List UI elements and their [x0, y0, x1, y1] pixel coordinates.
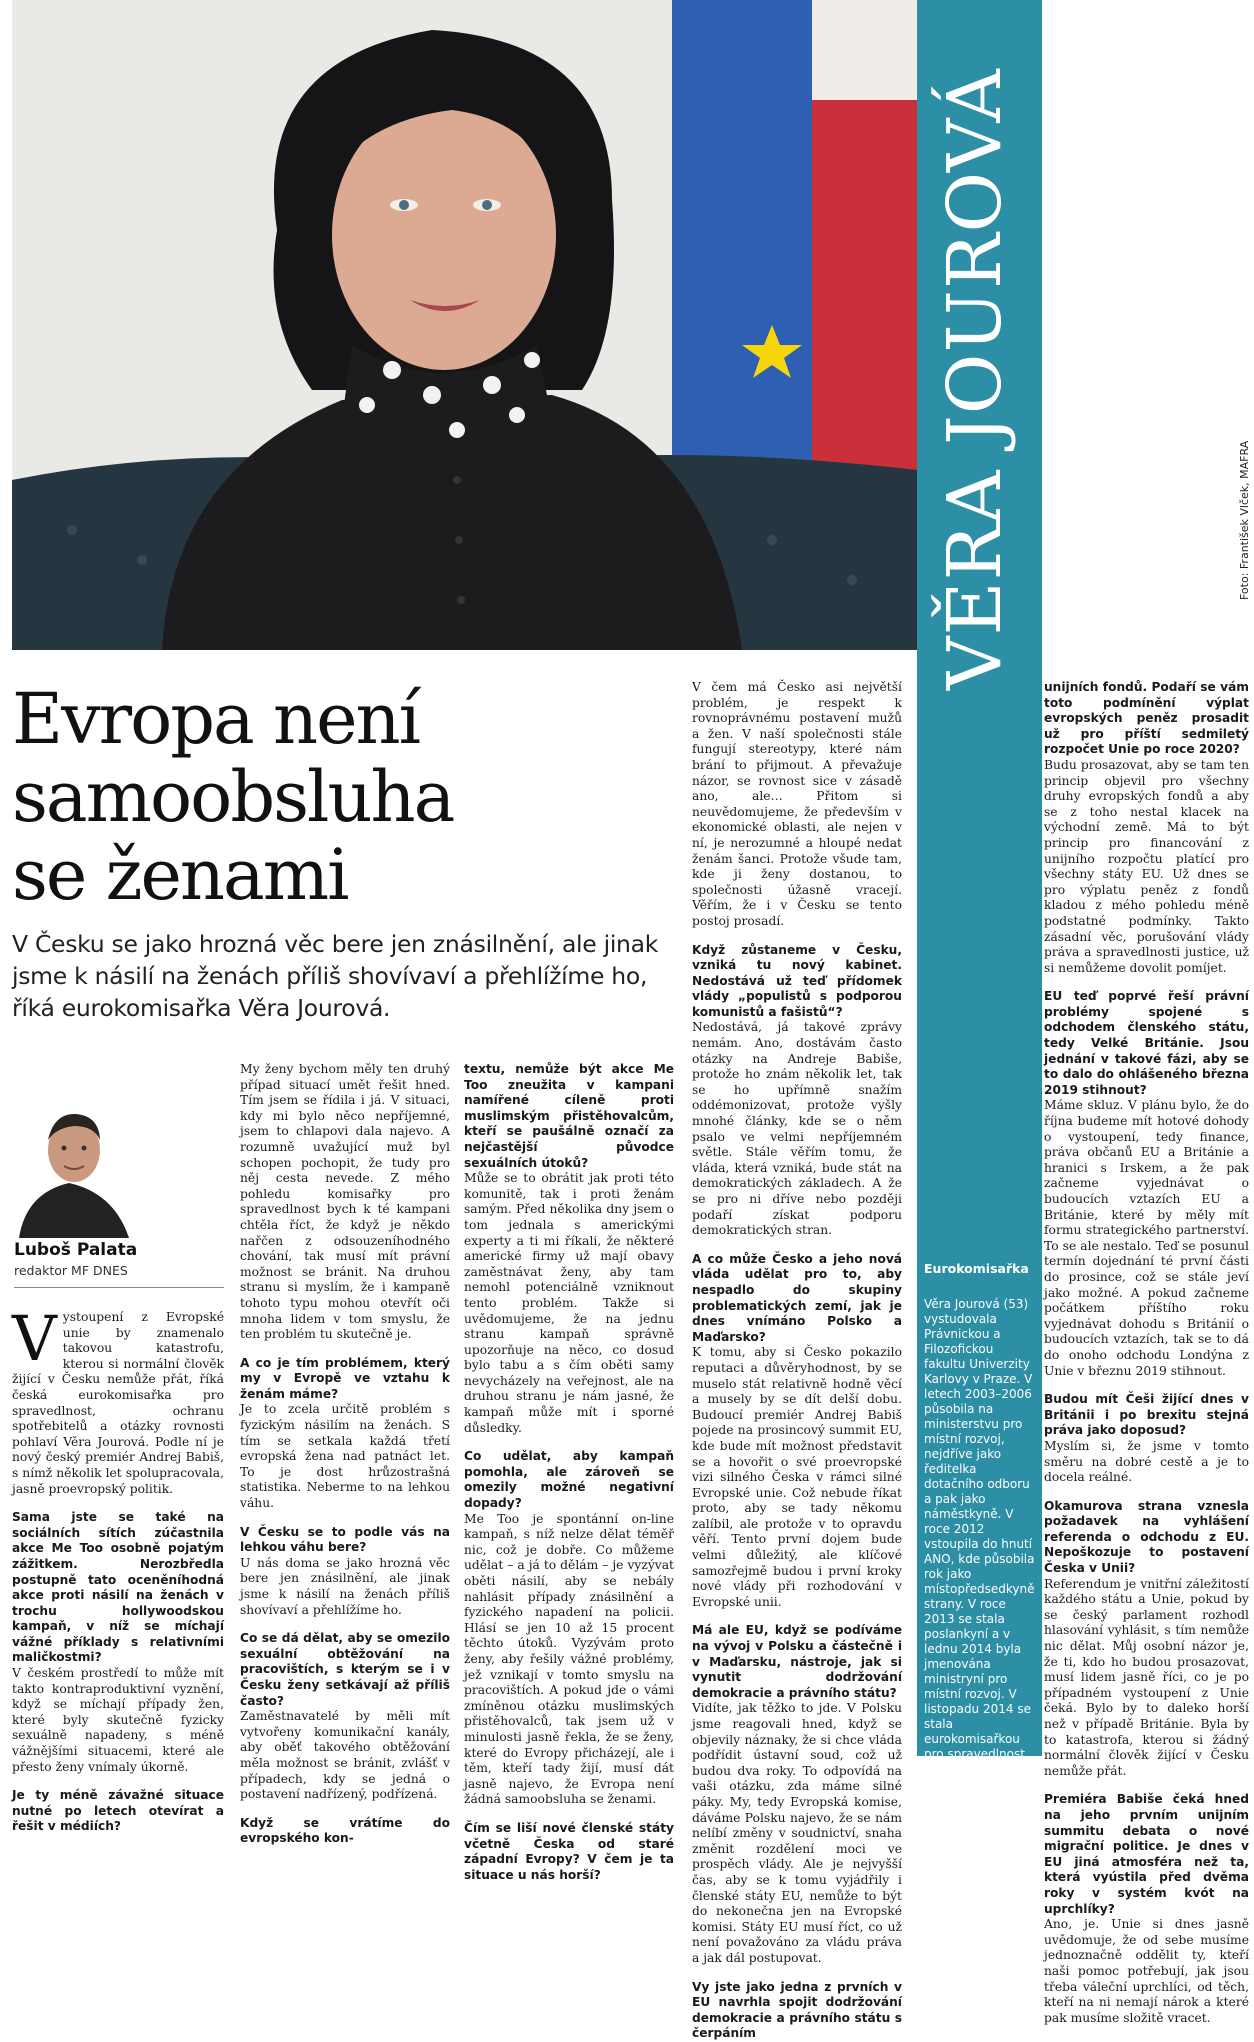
- interview-question: Premiéra Babiše čeká hned na jeho prvním unijním summitu debata o nové migrační politice. Je dnes v EU jiná atmosféra než ta, která vyústila před dvěma roky v systém kvót na uprchlíky?: [1044, 1792, 1249, 1916]
- portrait-photo: [12, 0, 917, 650]
- lede: V Česku se jako hrozná věc bere jen znásilnění, ale jinak jsme k násilí na ženách příliš shovívaví a přehlížíme ho, říká eurokomisařka Věra Jourová.: [12, 930, 659, 1022]
- interview-answer: Referendum je vnitřní záležitostí každého státu a Unie, pokud by se český parlament rozhodl hlasování vyhlásit, s tím nemůže nic dělat. Můj osobní názor je, že ti, kdo ho budou prosazovat, musí lidem jasně říci, co je po případném vystoupení z Unie čeká. Bylo by to daleko horší než v případě Británie. Byla by to katastrofa, kterou si žádný normální člověk žijící v Česku nemůže přát.: [1044, 1576, 1249, 1778]
- article-column-4: [692, 680, 902, 2041]
- article-column-5: [1044, 680, 1249, 2025]
- interview-question: unijních fondů. Podaří se vám toto podmínění výplat evropských peněz prosadit už pro příští sedmiletý rozpočet Unie po roce 2020?: [1044, 680, 1249, 757]
- photo-credit-text: Foto: František Vlček, MAFRA: [1238, 440, 1251, 600]
- vertical-name: [932, 10, 1018, 690]
- sidebar-label: Eurokomisařka: [924, 1261, 1029, 1276]
- author-photo: [14, 1088, 134, 1238]
- interview-question: Co se dá dělat, aby se omezilo sexuální obtěžování na pracovištích, s kterým se i v Česku ženy setkávají až příliš často?: [240, 1631, 450, 1708]
- headline-line: samoobsluha: [12, 756, 454, 838]
- photo-credit: [1238, 440, 1251, 601]
- headline: [12, 680, 652, 914]
- author-divider: [14, 1287, 224, 1288]
- interview-answer: Me Too je spontánní on-line kampaň, s níž nelze dělat téměř nic, což je dobře. Co můžeme udělat – a já to dělám – je vyzývat oběti násilí, aby se nebály nahlásit případy znásilnění a fyzického napadení na policii. Hlásí se jen 10 až 15 procent těchto útoků. Vyzývám proto ženy, aby řešily vážné problémy, jež vznikají v tomto smyslu na pracovištích. A pokud jde o vámi zmíněnou otázku muslimských přistěhovalců, tak jsem už v minulosti jasně řekla, že se ženy, které do Evropy přicházejí, ale i těm, kteří tady žijí, musí dát jasně najevo, že Evropa není žádná samoobsluha se ženami.: [464, 1511, 674, 1807]
- interview-answer: Myslím si, že jsme v tomto směru na dobré cestě a je to docela reálné.: [1044, 1438, 1249, 1485]
- author-name: Luboš Palata: [14, 1240, 138, 1260]
- interview-answer: K tomu, aby si Česko pokazilo reputaci a důvěryhodnost, by se muselo stát relativně hodně věcí a musely by se dít delší dobu. Budoucí premiér Andrej Babiš pojede na prosincový summit EU, kde bude mít možnost představit se a hovořit o své proevropské vizi silného Česka v rámci silné Evropské unie. Což nebude říkat proto, aby se tady někomu zalíbil, ale protože v to opravdu věří. Tento první dojem bude velmi důležitý, ale klíčové samozřejmě budou i první kroky nové vlády při rozhodování v Evropské unii.: [692, 1345, 902, 1609]
- article-column-2: [240, 1062, 450, 1846]
- interview-answer: Vystoupení z Evropské unie by znamenalo takovou katastrofu, kterou si normální člověk žijící v Česku nemůže přát, říká česká eurokomisařka pro spravedlnost, ochranu spotřebitelů a otázky rovnosti pohlaví Věra Jourová. Podle ní je nový český premiér Andrej Babiš, s nímž několik let spolupracovala, jasně proevropský politik.: [12, 1302, 224, 1496]
- interview-question: EU teď poprvé řeší právní problémy spojené s odchodem členského státu, tedy Velké Británie. Jsou jednání v takové fázi, aby se to dalo do ohlášeného března 2019 stihnout?: [1044, 989, 1249, 1097]
- interview-question: Sama jste se také na sociálních sítích zúčastnila akce Me Too osobně pojatým zážitkem. Nerozbředla postupně tato oceněníhodná akce proti násilí na ženách v trochu hollywoodskou kampaň, v níž se míchají vážné příklady s relativními maličkostmi?: [12, 1510, 224, 1665]
- interview-question: V Česku se to podle vás na lehkou váhu bere?: [240, 1524, 450, 1555]
- interview-question: A co může Česko a jeho nová vláda udělat pro to, aby nespadlo do skupiny problematických zemí, jak je dnes vnímáno Polsko a Maďarsko?: [692, 1251, 902, 1344]
- interview-answer: Je to zcela určitě problém s fyzickým násilím na ženách. S tím se setkala každá třetí evropská žena nad patnáct let. To je dost hrůzostrašná statistika. Neberme to na lehkou váhu.: [240, 1402, 450, 1511]
- interview-question: Vy jste jako jedna z prvních v EU navrhla spojit dodržování demokracie a právního státu s čerpáním: [692, 1979, 902, 2041]
- interview-answer: Ano, je. Unie si dnes jasně uvědomuje, že od sebe musíme jednoznačně oddělit ty, kteří naši pomoc potřebují, jak jsou třeba váleční uprchlíci, od těch, kteří na ni nemají nárok a které pak musíme složitě vracet.: [1044, 1917, 1249, 2025]
- interview-question: Okamurova strana vznesla požadavek na vyhlášení referenda o odchodu z EU. Nepoškozuje to postavení Česka v Unii?: [1044, 1498, 1249, 1576]
- interview-answer: U nás doma se jako hrozná věc bere jen znásilnění, ale jinak jsme k násilí na ženách příliš shovívaví a přehlížíme ho.: [240, 1555, 450, 1617]
- interview-question: Když zůstaneme v Česku, vzniká tu nový kabinet. Nedostává už teď přídomek vlády „populistů s podporou komunistů a fašistů“?: [692, 942, 902, 1019]
- interview-answer: Budu prosazovat, aby se tam ten princip objevil pro všechny druhy evropských fondů a aby se z toho nestal klacek na východní země. Má to být princip pro financování z unijního rozpočtu platící pro všechny státy EU. Už dnes se pro výplatu peněz z fondů kladou z mého pohledu méně podstatné podmínky. Takto zásadní věc, porušování vlády práva a spravedlnosti justice, už si nemůžeme dovolit pomíjet.: [1044, 757, 1249, 975]
- interview-answer: V čem má Česko asi největší problém, je respekt k rovnoprávnému postavení mužů a žen. V naší společnosti stále fungují stereotypy, které nám brání to přijmout. A převažuje názor, se rovnost sice v zásadě ano, ale… Přitom si neuvědomujeme, že především v ekonomické oblasti, ale nejen v ní, je nerozumné a hloupé nedat ženám šanci. Protože všude tam, kde ji ženy dostanou, to společnosti úžasně vracejí. Věřím, že i v Česku se tento postoj prosadí.: [692, 680, 902, 928]
- interview-question: Budou mít Češi žijící dnes v Británii i po brexitu stejná práva jako doposud?: [1044, 1392, 1249, 1438]
- vertical-name-text: VĚRA JOUROVÁ: [932, 68, 1018, 690]
- interview-question: Když se vrátíme do evropského kon-: [240, 1815, 450, 1846]
- drop-cap: V: [12, 1302, 57, 1375]
- author-role: redaktor MF DNES: [14, 1263, 128, 1278]
- interview-question: Je ty méně závažné situace nutné po letech otevírat a řešit v médiích?: [12, 1788, 224, 1834]
- interview-answer: Nedostává, já takové zprávy nemám. Ano, dostávám často otázky na Andreje Babiše, protože ho znám několik let, tak se ho upřímně snažím oddémonizovat, protože vyšly mnohé články, kde se o něm psalo ve velmi nepříjemném světle. Stále věřím tomu, že vláda, která vzniká, bude stát na demokratických základech. A že se pro ni dříve nebo později podaří získat podporu demokratických stran.: [692, 1020, 902, 1238]
- interview-answer: Může se to obrátit jak proti této komunitě, tak i proti ženám samým. Před několika dny jsem o tom jednala s americkými experty a ti mi říkali, že některé americké firmy už mají obavy zaměstnávat ženy, aby tam nemohl potenciálně vzniknout tento problém. Takže si uvědomujeme, že na jednu stranu kampaň správně upozorňuje na něco, co dosud bylo tabu a s čím oběti samy nevycházely na veřejnost, ale na druhou stranu je nám jasné, že kampaň může mít i sporné důsledky.: [464, 1171, 674, 1435]
- interview-question: Má ale EU, když se podíváme na vývoj v Polsku a částečně i v Maďarsku, nástroje, jak si vynutit dodržování demokracie a právního státu?: [692, 1623, 902, 1700]
- article-column-1: [12, 1302, 224, 1834]
- interview-answer: Zaměstnavatelé by měli mít vytvořeny komunikační kanály, aby oběť takového obtěžování měla možnost se bránit, zvlášť v případech, kdy se jedná o postavení nadřízený, podřízená.: [240, 1709, 450, 1802]
- interview-answer: My ženy bychom měly ten druhý případ situací umět řešit hned. Tím jsem se řídila i já. V situaci, kdy mi bylo něco nepříjemné, jsem to chlapovi dala najevo. A rozumně uvažující muž byl schopen pochopit, že tudy pro něj cesta nevede. Z mého pohledu komisařky pro spravedlnost bych k té kampani chtěla říct, že když je někdo nařčen z odsouzeníhodného chování, tak musí mít právní možnost se bránit. Na druhou stranu si myslím, že i kampaně tohoto typu mohou otevřít oči mnoha lidem v tom smyslu, že ten problém tu skutečně je.: [240, 1062, 450, 1342]
- article-column-3: [464, 1062, 674, 1882]
- interview-question: Čím se liší nové členské státy včetně Česka od staré západní Evropy? V čem je ta situace u nás horší?: [464, 1820, 674, 1882]
- interview-question: A co je tím problémem, který my v Evropě ve vztahu k ženám máme?: [240, 1355, 450, 1401]
- interview-answer: V českém prostředí to může mít takto kontraproduktivní vyznění, když se míchají případy žen, které byly skutečně fyzicky sexuálně napadeny, s méně vážnějšími situacemi, které ale přesto ženy vnímaly úkorně.: [12, 1666, 224, 1774]
- sidebar-bio: Věra Jourová (53) vystudovala Právnickou a Filozofickou fakultu Univerzity Karlovy v Praze. V letech 2003–2006 působila na ministerstvu pro místní rozvoj, nejdříve jako ředitelka dotačního odboru a pak jako náměstkyně. V roce 2012 vstoupila do hnutí ANO, kde působila rok jako místopředsedkyně strany. V roce 2013 se stala poslankyní a v lednu 2014 byla jmenována ministryní pro místní rozvoj. V listopadu 2014 se stala eurokomisařkou pro spravedlnost či rovná práva.: [924, 1297, 1035, 1776]
- headline-line: se ženami: [12, 834, 348, 916]
- interview-question: Co udělat, aby kampaň pomohla, ale zároveň se omezily možné negativní dopady?: [464, 1449, 674, 1511]
- interview-answer: Vidíte, jak těžko to jde. V Polsku jsme reagovali hned, když se objevily náznaky, že si chce vláda podřídit ústavní soud, což už budou dva roky. To odpovídá na vaši otázku, zda máme silné páky. My, tedy Evropská komise, dáváme Polsku najevo, že se nám nelíbí změny v soudnictví, snaha změnit rozdělení moci ve prospěch vlády. Ale je nejvyšší čas, aby se k tomu vyjádřily i členské státy EU, nemůže to být do nekonečna jen na Evropské komisi. Státy EU musí říct, co už není považováno za vládu práva a jak dál postupovat.: [692, 1701, 902, 1965]
- headline-line: Evropa není: [12, 678, 420, 760]
- interview-question: textu, nemůže být akce Me Too zneužita v kampani namířené cíleně proti muslimským přistěhovalcům, kteří se paušálně označí za nejčastější původce sexuálních útoků?: [464, 1062, 674, 1170]
- interview-answer: Máme skluz. V plánu bylo, že do října budeme mít hotové dohody o vystoupení, tedy finance, práva občanů EU a Británie a hranici s Irskem, a že pak začneme vyjednávat o budoucích vztazích EU a Británie, které by měly mít formu strategického partnerství. To se ale nestalo. Teď se posunul termín dojednání té první části do prosince, což se stále jeví jako možné. A pokud začneme počátkem příštího roku vyjednávat dohodu s Británií o budoucích vztazích, tak se to dá do onoho odchodu Londýna z Unie v březnu 2019 stihnout.: [1044, 1098, 1249, 1378]
